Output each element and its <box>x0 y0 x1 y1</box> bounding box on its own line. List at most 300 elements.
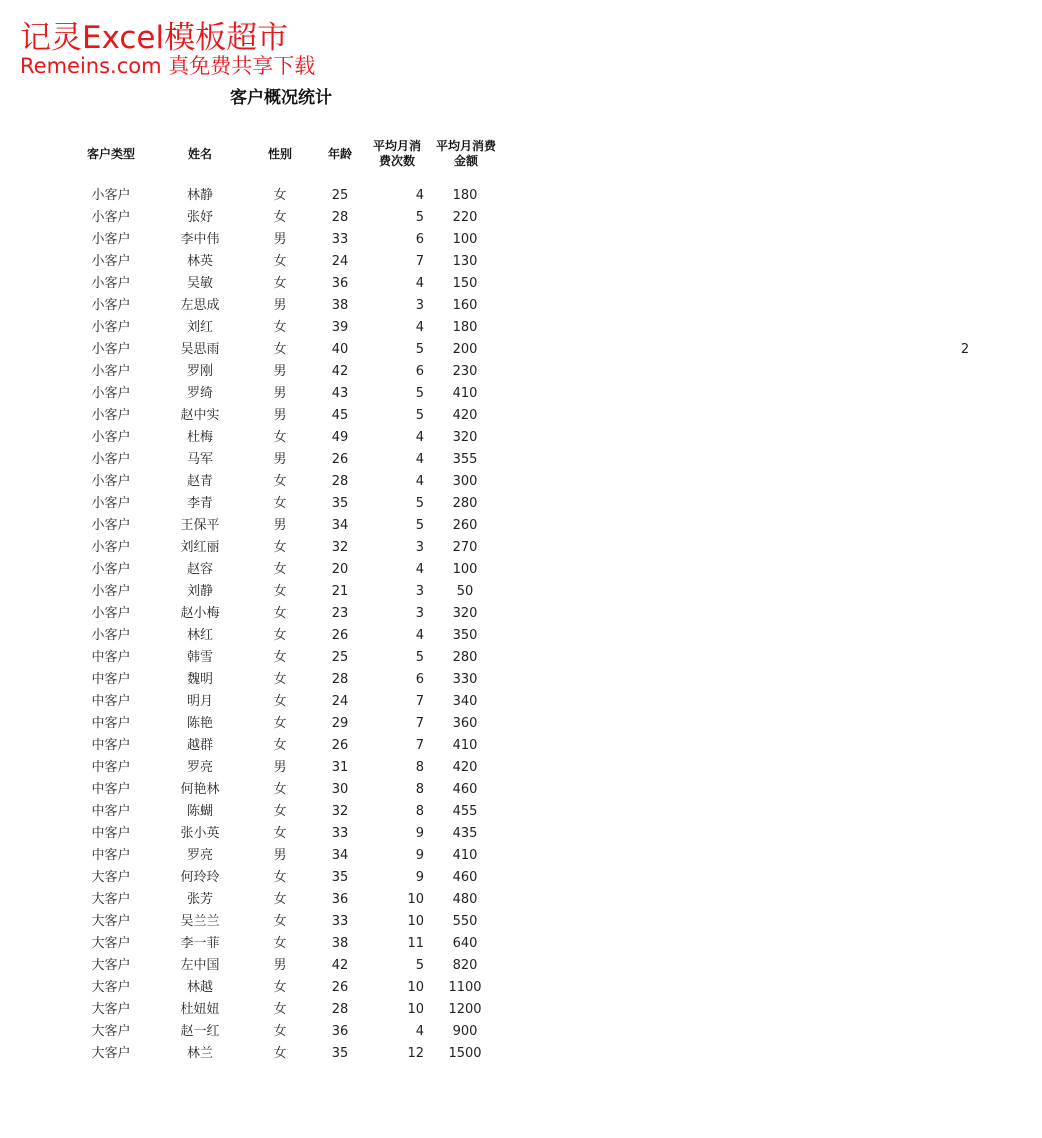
data-table <box>0 185 520 1065</box>
table-row <box>0 845 520 867</box>
table-row <box>0 757 520 779</box>
cell-avg-monthly-amount[interactable]: 550 <box>452 914 478 929</box>
cell-customer-type[interactable]: 小客户 <box>91 232 131 247</box>
cell-customer-type[interactable]: 大客户 <box>91 936 131 951</box>
cell-name[interactable]: 赵中实 <box>180 408 220 423</box>
cell-avg-monthly-count[interactable]: 11 <box>407 936 424 951</box>
table-row <box>0 999 520 1021</box>
cell-customer-type[interactable]: 中客户 <box>91 694 131 709</box>
cell-age[interactable]: 28 <box>331 474 349 489</box>
table-row <box>0 339 520 361</box>
cell-name[interactable]: 罗绮 <box>186 386 213 401</box>
cell-avg-monthly-count[interactable]: 5 <box>415 958 424 973</box>
cell-gender[interactable]: 女 <box>273 474 287 489</box>
cell-avg-monthly-amount[interactable]: 435 <box>452 826 478 841</box>
cell-gender[interactable]: 女 <box>273 320 287 335</box>
cell-customer-type[interactable]: 中客户 <box>91 672 131 687</box>
cell-avg-monthly-count[interactable]: 4 <box>415 188 424 203</box>
cell-customer-type[interactable]: 中客户 <box>91 716 131 731</box>
cell-avg-monthly-amount[interactable]: 900 <box>452 1024 478 1039</box>
cell-gender[interactable]: 女 <box>273 584 287 599</box>
cell-gender[interactable]: 女 <box>273 738 287 753</box>
cell-age[interactable]: 34 <box>331 518 349 533</box>
cell-name[interactable]: 魏明 <box>186 672 213 687</box>
cell-customer-type[interactable]: 小客户 <box>91 188 131 203</box>
cell-avg-monthly-count[interactable]: 3 <box>415 606 424 621</box>
cell-gender[interactable]: 男 <box>273 408 287 423</box>
cell-avg-monthly-amount[interactable]: 200 <box>452 342 478 357</box>
cell-customer-type[interactable]: 中客户 <box>91 650 131 665</box>
cell-age[interactable]: 36 <box>331 1024 349 1039</box>
cell-gender[interactable]: 男 <box>273 364 287 379</box>
cell-name[interactable]: 何艳林 <box>180 782 220 797</box>
cell-gender[interactable]: 女 <box>273 342 287 357</box>
cell-avg-monthly-amount[interactable]: 230 <box>452 364 478 379</box>
cell-name[interactable]: 吴思雨 <box>180 342 220 357</box>
cell-avg-monthly-amount[interactable]: 280 <box>452 650 478 665</box>
table-row <box>0 889 520 911</box>
cell-avg-monthly-amount[interactable]: 220 <box>452 210 478 225</box>
cell-customer-type[interactable]: 大客户 <box>91 1024 131 1039</box>
cell-name[interactable]: 马军 <box>186 452 213 467</box>
table-row <box>0 361 520 383</box>
cell-gender[interactable]: 女 <box>273 1046 287 1061</box>
cell-age[interactable]: 28 <box>331 1002 349 1017</box>
header-name <box>164 137 236 171</box>
table-row <box>0 669 520 691</box>
cell-avg-monthly-count[interactable]: 10 <box>407 1002 424 1017</box>
cell-age[interactable]: 45 <box>331 408 349 423</box>
table-row <box>0 823 520 845</box>
cell-avg-monthly-count[interactable]: 5 <box>415 496 424 511</box>
cell-name[interactable]: 李中伟 <box>180 232 220 247</box>
cell-gender[interactable]: 女 <box>273 650 287 665</box>
cell-avg-monthly-count[interactable]: 4 <box>415 474 424 489</box>
cell-avg-monthly-amount[interactable]: 300 <box>452 474 478 489</box>
cell-gender[interactable]: 男 <box>273 452 287 467</box>
cell-avg-monthly-count[interactable]: 9 <box>415 870 424 885</box>
cell-avg-monthly-amount[interactable]: 1500 <box>448 1046 482 1061</box>
cell-avg-monthly-amount[interactable]: 350 <box>452 628 478 643</box>
cell-customer-type[interactable]: 小客户 <box>91 584 131 599</box>
table-row <box>0 581 520 603</box>
header-age-label: 年龄 <box>327 146 352 161</box>
cell-customer-type[interactable]: 大客户 <box>91 1046 131 1061</box>
table-row <box>0 427 520 449</box>
header-amount-line2: 金额 <box>453 154 478 168</box>
cell-customer-type[interactable]: 中客户 <box>91 848 131 863</box>
cell-customer-type[interactable]: 大客户 <box>91 914 131 929</box>
cell-customer-type[interactable]: 大客户 <box>91 958 131 973</box>
cell-customer-type[interactable]: 小客户 <box>91 254 131 269</box>
cell-avg-monthly-amount[interactable]: 480 <box>452 892 478 907</box>
header-name-label: 姓名 <box>187 146 212 161</box>
cell-gender[interactable]: 女 <box>273 914 287 929</box>
cell-gender[interactable]: 男 <box>273 518 287 533</box>
cell-age[interactable]: 36 <box>331 276 349 291</box>
cell-customer-type[interactable]: 小客户 <box>91 276 131 291</box>
cell-age[interactable]: 43 <box>331 386 349 401</box>
header-avg-monthly-amount <box>430 137 502 171</box>
cell-customer-type[interactable]: 小客户 <box>91 210 131 225</box>
cell-age[interactable]: 33 <box>331 826 349 841</box>
cell-name[interactable]: 赵青 <box>186 474 213 489</box>
cell-avg-monthly-amount[interactable]: 420 <box>452 408 478 423</box>
cell-avg-monthly-amount[interactable]: 180 <box>452 188 478 203</box>
header-age <box>312 137 368 171</box>
cell-avg-monthly-amount[interactable]: 640 <box>452 936 478 951</box>
cell-gender[interactable]: 女 <box>273 672 287 687</box>
cell-avg-monthly-amount[interactable]: 330 <box>452 672 478 687</box>
table-row <box>0 383 520 405</box>
cell-gender[interactable]: 女 <box>273 1024 287 1039</box>
header-amount-line1: 平均月消费 <box>435 139 496 153</box>
table-row <box>0 735 520 757</box>
cell-customer-type[interactable]: 大客户 <box>91 870 131 885</box>
cell-customer-type[interactable]: 中客户 <box>91 760 131 775</box>
stray-cell-value[interactable]: 2 <box>960 342 970 357</box>
cell-name[interactable]: 左中国 <box>180 958 220 973</box>
cell-customer-type[interactable]: 小客户 <box>91 562 131 577</box>
cell-customer-type[interactable]: 中客户 <box>91 738 131 753</box>
cell-name[interactable]: 林越 <box>186 980 213 995</box>
header-gender-label: 性别 <box>267 146 292 161</box>
cell-name[interactable]: 赵容 <box>186 562 213 577</box>
cell-customer-type[interactable]: 小客户 <box>91 496 131 511</box>
cell-gender[interactable]: 女 <box>273 870 287 885</box>
cell-gender[interactable]: 女 <box>273 694 287 709</box>
cell-name[interactable]: 林英 <box>186 254 213 269</box>
cell-avg-monthly-count[interactable]: 7 <box>415 716 424 731</box>
cell-customer-type[interactable]: 小客户 <box>91 518 131 533</box>
cell-gender[interactable]: 女 <box>273 606 287 621</box>
cell-customer-type[interactable]: 小客户 <box>91 320 131 335</box>
cell-name[interactable]: 吴敏 <box>186 276 213 291</box>
cell-gender[interactable]: 女 <box>273 1002 287 1017</box>
cell-name[interactable]: 李一菲 <box>180 936 220 951</box>
cell-gender[interactable]: 女 <box>273 804 287 819</box>
table-row <box>0 977 520 999</box>
header-customer-type-label: 客户类型 <box>86 146 135 161</box>
table-row <box>0 1021 520 1043</box>
table-row <box>0 1043 520 1065</box>
cell-avg-monthly-count[interactable]: 4 <box>415 430 424 445</box>
watermark-title: 记灵Excel模板超市 <box>20 20 289 56</box>
cell-name[interactable]: 罗刚 <box>186 364 213 379</box>
cell-gender[interactable]: 男 <box>273 848 287 863</box>
cell-avg-monthly-amount[interactable]: 130 <box>452 254 478 269</box>
cell-customer-type[interactable]: 小客户 <box>91 364 131 379</box>
cell-avg-monthly-count[interactable]: 12 <box>407 1046 424 1061</box>
cell-avg-monthly-count[interactable]: 10 <box>407 980 424 995</box>
cell-avg-monthly-amount[interactable]: 455 <box>452 804 478 819</box>
cell-name[interactable]: 陈蝴 <box>186 804 213 819</box>
cell-name[interactable]: 韩雪 <box>186 650 213 665</box>
cell-avg-monthly-count[interactable]: 8 <box>415 782 424 797</box>
cell-age[interactable]: 29 <box>331 716 349 731</box>
cell-avg-monthly-amount[interactable]: 50 <box>456 584 474 599</box>
table-row <box>0 493 520 515</box>
cell-avg-monthly-count[interactable]: 4 <box>415 320 424 335</box>
cell-age[interactable]: 34 <box>331 848 349 863</box>
cell-gender[interactable]: 女 <box>273 782 287 797</box>
table-row <box>0 933 520 955</box>
cell-name[interactable]: 何玲玲 <box>180 870 220 885</box>
cell-age[interactable]: 26 <box>331 452 349 467</box>
cell-age[interactable]: 33 <box>331 232 349 247</box>
cell-avg-monthly-count[interactable]: 4 <box>415 452 424 467</box>
table-row <box>0 471 520 493</box>
cell-avg-monthly-count[interactable]: 5 <box>415 518 424 533</box>
table-row <box>0 801 520 823</box>
cell-gender[interactable]: 女 <box>273 210 287 225</box>
cell-age[interactable]: 49 <box>331 430 349 445</box>
cell-avg-monthly-amount[interactable]: 410 <box>452 738 478 753</box>
cell-name[interactable]: 林兰 <box>186 1046 213 1061</box>
cell-gender[interactable]: 女 <box>273 188 287 203</box>
cell-name[interactable]: 刘红 <box>186 320 213 335</box>
cell-avg-monthly-amount[interactable]: 410 <box>452 848 478 863</box>
cell-gender[interactable]: 女 <box>273 276 287 291</box>
table-row <box>0 229 520 251</box>
cell-name[interactable]: 张芳 <box>186 892 213 907</box>
cell-name[interactable]: 林红 <box>186 628 213 643</box>
cell-name[interactable]: 李青 <box>186 496 213 511</box>
cell-age[interactable]: 26 <box>331 628 349 643</box>
cell-age[interactable]: 42 <box>331 958 349 973</box>
cell-name[interactable]: 陈艳 <box>186 716 213 731</box>
cell-customer-type[interactable]: 小客户 <box>91 430 131 445</box>
cell-avg-monthly-amount[interactable]: 260 <box>452 518 478 533</box>
cell-avg-monthly-amount[interactable]: 320 <box>452 430 478 445</box>
cell-avg-monthly-count[interactable]: 4 <box>415 562 424 577</box>
cell-name[interactable]: 王保平 <box>180 518 220 533</box>
table-row <box>0 955 520 977</box>
cell-gender[interactable]: 女 <box>273 496 287 511</box>
cell-name[interactable]: 刘静 <box>186 584 213 599</box>
table-row <box>0 295 520 317</box>
table-row <box>0 911 520 933</box>
cell-avg-monthly-count[interactable]: 7 <box>415 694 424 709</box>
table-row <box>0 559 520 581</box>
cell-avg-monthly-amount[interactable]: 160 <box>452 298 478 313</box>
cell-customer-type[interactable]: 小客户 <box>91 342 131 357</box>
cell-gender[interactable]: 女 <box>273 430 287 445</box>
cell-avg-monthly-amount[interactable]: 180 <box>452 320 478 335</box>
header-customer-type <box>75 137 147 171</box>
cell-age[interactable]: 38 <box>331 936 349 951</box>
cell-gender[interactable]: 男 <box>273 958 287 973</box>
cell-age[interactable]: 35 <box>331 870 349 885</box>
cell-avg-monthly-count[interactable]: 8 <box>415 760 424 775</box>
table-row <box>0 251 520 273</box>
table-row <box>0 603 520 625</box>
cell-age[interactable]: 24 <box>331 254 349 269</box>
cell-age[interactable]: 40 <box>331 342 349 357</box>
cell-avg-monthly-amount[interactable]: 1200 <box>448 1002 482 1017</box>
cell-customer-type[interactable]: 中客户 <box>91 782 131 797</box>
cell-avg-monthly-amount[interactable]: 410 <box>452 386 478 401</box>
cell-avg-monthly-count[interactable]: 5 <box>415 650 424 665</box>
cell-name[interactable]: 林静 <box>186 188 213 203</box>
cell-avg-monthly-count[interactable]: 6 <box>415 672 424 687</box>
cell-name[interactable]: 罗亮 <box>186 760 213 775</box>
cell-avg-monthly-count[interactable]: 5 <box>415 210 424 225</box>
cell-avg-monthly-amount[interactable]: 270 <box>452 540 478 555</box>
cell-gender[interactable]: 男 <box>273 386 287 401</box>
cell-name[interactable]: 刘红丽 <box>180 540 220 555</box>
cell-customer-type[interactable]: 小客户 <box>91 408 131 423</box>
cell-gender[interactable]: 男 <box>273 232 287 247</box>
cell-name[interactable]: 左思成 <box>180 298 220 313</box>
cell-name[interactable]: 罗亮 <box>186 848 213 863</box>
cell-customer-type[interactable]: 小客户 <box>91 628 131 643</box>
cell-customer-type[interactable]: 小客户 <box>91 452 131 467</box>
table-row <box>0 515 520 537</box>
cell-name[interactable]: 张妤 <box>186 210 213 225</box>
cell-age[interactable]: 32 <box>331 540 349 555</box>
cell-avg-monthly-amount[interactable]: 100 <box>452 562 478 577</box>
cell-avg-monthly-count[interactable]: 5 <box>415 342 424 357</box>
cell-age[interactable]: 26 <box>331 738 349 753</box>
cell-gender[interactable]: 女 <box>273 826 287 841</box>
cell-avg-monthly-count[interactable]: 5 <box>415 386 424 401</box>
cell-name[interactable]: 吴兰兰 <box>180 914 220 929</box>
header-count-line1: 平均月消 <box>372 139 421 153</box>
header-gender <box>248 137 312 171</box>
cell-age[interactable]: 30 <box>331 782 349 797</box>
cell-gender[interactable]: 女 <box>273 628 287 643</box>
watermark-subtitle: Remeins.com 真免费共享下载 <box>20 54 316 78</box>
cell-age[interactable]: 25 <box>331 650 349 665</box>
table-row <box>0 867 520 889</box>
cell-name[interactable]: 杜梅 <box>186 430 213 445</box>
cell-avg-monthly-count[interactable]: 9 <box>415 826 424 841</box>
cell-age[interactable]: 28 <box>331 210 349 225</box>
cell-avg-monthly-amount[interactable]: 1100 <box>448 980 482 995</box>
table-row <box>0 317 520 339</box>
header-count-line2: 费次数 <box>378 154 415 168</box>
table-row <box>0 273 520 295</box>
cell-avg-monthly-count[interactable]: 9 <box>415 848 424 863</box>
cell-age[interactable]: 24 <box>331 694 349 709</box>
cell-avg-monthly-count[interactable]: 10 <box>407 892 424 907</box>
cell-avg-monthly-amount[interactable]: 460 <box>452 870 478 885</box>
cell-gender[interactable]: 女 <box>273 562 287 577</box>
cell-age[interactable]: 35 <box>331 496 349 511</box>
cell-avg-monthly-amount[interactable]: 820 <box>452 958 478 973</box>
table-row <box>0 405 520 427</box>
cell-avg-monthly-amount[interactable]: 280 <box>452 496 478 511</box>
cell-age[interactable]: 42 <box>331 364 349 379</box>
cell-age[interactable]: 39 <box>331 320 349 335</box>
cell-name[interactable]: 赵一红 <box>180 1024 220 1039</box>
cell-avg-monthly-count[interactable]: 3 <box>415 584 424 599</box>
table-row <box>0 691 520 713</box>
table-row <box>0 625 520 647</box>
cell-customer-type[interactable]: 小客户 <box>91 474 131 489</box>
table-row <box>0 713 520 735</box>
cell-customer-type[interactable]: 大客户 <box>91 980 131 995</box>
cell-age[interactable]: 23 <box>331 606 349 621</box>
cell-age[interactable]: 33 <box>331 914 349 929</box>
table-row <box>0 207 520 229</box>
cell-age[interactable]: 26 <box>331 980 349 995</box>
cell-avg-monthly-amount[interactable]: 100 <box>452 232 478 247</box>
cell-gender[interactable]: 女 <box>273 716 287 731</box>
cell-avg-monthly-count[interactable]: 6 <box>415 232 424 247</box>
table-row <box>0 779 520 801</box>
cell-avg-monthly-amount[interactable]: 340 <box>452 694 478 709</box>
cell-avg-monthly-amount[interactable]: 320 <box>452 606 478 621</box>
cell-age[interactable]: 31 <box>331 760 349 775</box>
cell-avg-monthly-count[interactable]: 7 <box>415 738 424 753</box>
cell-avg-monthly-amount[interactable]: 150 <box>452 276 478 291</box>
cell-age[interactable]: 32 <box>331 804 349 819</box>
cell-customer-type[interactable]: 中客户 <box>91 804 131 819</box>
cell-customer-type[interactable]: 小客户 <box>91 386 131 401</box>
cell-gender[interactable]: 男 <box>273 298 287 313</box>
cell-customer-type[interactable]: 小客户 <box>91 540 131 555</box>
cell-age[interactable]: 35 <box>331 1046 349 1061</box>
cell-avg-monthly-count[interactable]: 4 <box>415 276 424 291</box>
cell-gender[interactable]: 男 <box>273 760 287 775</box>
cell-name[interactable]: 张小英 <box>180 826 220 841</box>
cell-customer-type[interactable]: 中客户 <box>91 826 131 841</box>
header-avg-monthly-count <box>368 137 426 171</box>
cell-name[interactable]: 杜妞妞 <box>180 1002 220 1017</box>
cell-gender[interactable]: 女 <box>273 254 287 269</box>
cell-avg-monthly-amount[interactable]: 460 <box>452 782 478 797</box>
cell-name[interactable]: 明月 <box>186 694 213 709</box>
cell-avg-monthly-count[interactable]: 5 <box>415 408 424 423</box>
cell-gender[interactable]: 女 <box>273 540 287 555</box>
cell-avg-monthly-count[interactable]: 3 <box>415 540 424 555</box>
cell-customer-type[interactable]: 小客户 <box>91 298 131 313</box>
cell-avg-monthly-count[interactable]: 3 <box>415 298 424 313</box>
cell-name[interactable]: 赵小梅 <box>180 606 220 621</box>
cell-customer-type[interactable]: 大客户 <box>91 1002 131 1017</box>
cell-avg-monthly-amount[interactable]: 355 <box>452 452 478 467</box>
cell-gender[interactable]: 女 <box>273 980 287 995</box>
cell-age[interactable]: 38 <box>331 298 349 313</box>
cell-customer-type[interactable]: 大客户 <box>91 892 131 907</box>
cell-avg-monthly-count[interactable]: 10 <box>407 914 424 929</box>
table-row <box>0 647 520 669</box>
cell-age[interactable]: 28 <box>331 672 349 687</box>
cell-avg-monthly-count[interactable]: 8 <box>415 804 424 819</box>
cell-avg-monthly-count[interactable]: 4 <box>415 628 424 643</box>
table-row <box>0 185 520 207</box>
cell-age[interactable]: 20 <box>331 562 349 577</box>
cell-age[interactable]: 21 <box>331 584 349 599</box>
cell-avg-monthly-amount[interactable]: 360 <box>452 716 478 731</box>
sheet-title: 客户概况统计 <box>230 88 332 108</box>
cell-gender[interactable]: 女 <box>273 892 287 907</box>
header-avg-monthly-amount-label <box>436 139 496 169</box>
cell-customer-type[interactable]: 小客户 <box>91 606 131 621</box>
cell-avg-monthly-count[interactable]: 7 <box>415 254 424 269</box>
cell-age[interactable]: 36 <box>331 892 349 907</box>
cell-gender[interactable]: 女 <box>273 936 287 951</box>
header-avg-monthly-count-label <box>373 139 421 169</box>
table-row <box>0 537 520 559</box>
cell-name[interactable]: 越群 <box>186 738 213 753</box>
cell-avg-monthly-count[interactable]: 4 <box>415 1024 424 1039</box>
cell-avg-monthly-count[interactable]: 6 <box>415 364 424 379</box>
cell-age[interactable]: 25 <box>331 188 349 203</box>
cell-avg-monthly-amount[interactable]: 420 <box>452 760 478 775</box>
